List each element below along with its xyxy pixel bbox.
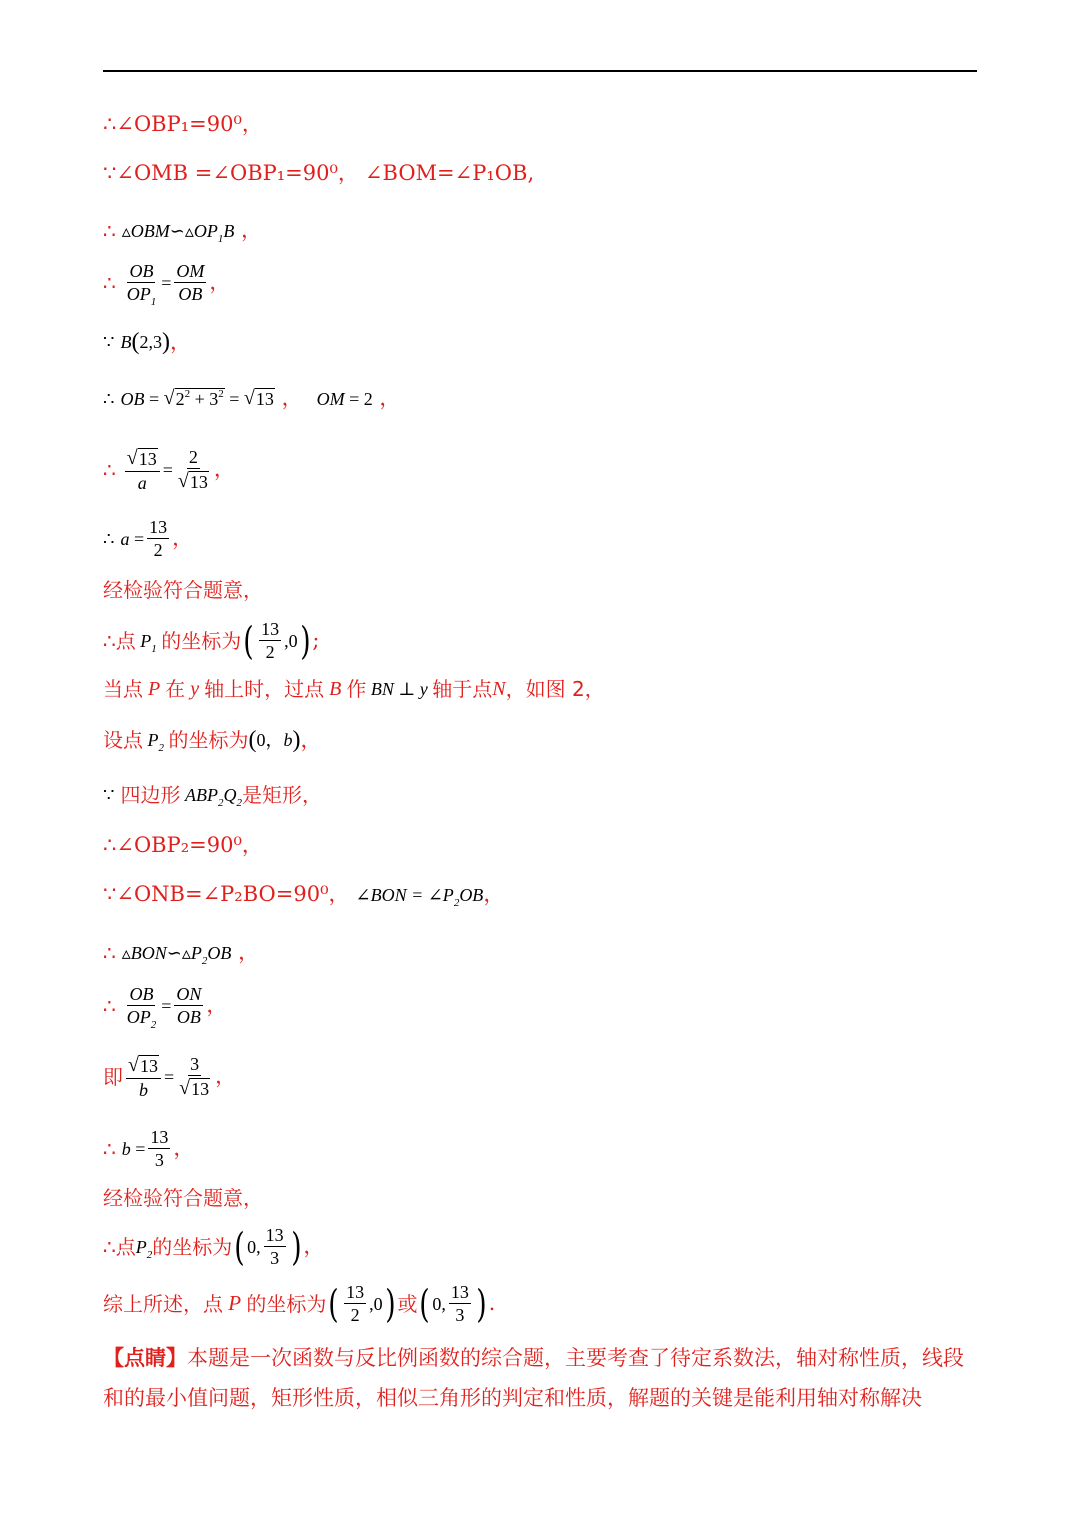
fraction: 3 √ 13 — [179, 1054, 210, 1099]
sqrt: √ $2^2 + 3^2$ — [163, 387, 224, 410]
line-set-p2: 设点 $P_2$ 的坐标为 ( 0， b ) ， — [103, 727, 322, 754]
line-check-2: 经检验符合题意， — [103, 1186, 263, 1210]
fraction: $\frac{13}{2}$ — [149, 517, 168, 560]
fraction: $\frac{13}{3}$ — [450, 1282, 469, 1325]
fraction: $\frac{13}{2}$ — [346, 1282, 365, 1325]
line-p2-coord: ∴点 $P_2$ 的坐标为 ( 0, $\frac{13}{3}$ ) ， — [103, 1224, 325, 1269]
fraction: $\frac{13}{3}$ — [265, 1225, 284, 1268]
line-ratio-values-2: 即 √ 13 b = 3 √ 13 ， — [103, 1054, 237, 1100]
line-ratio-values-1: ∴ √ 13 a = 2 √ 13 ， — [103, 447, 235, 493]
line-rectangle: ∵ 四边形 $ABP_2Q_2$ 是矩形， — [103, 783, 322, 809]
line-conclusion: 综上所述，点 P 的坐标为 ( $\frac{13}{2}$ ,0 ) 或 ( 0, $\frac{13}{3}$ ) . — [103, 1281, 496, 1326]
line-because-angles — [103, 163, 534, 184]
statement-text: ∵∠OMB =∠OBP₁=90⁰， — [103, 161, 359, 185]
formula: $▵OBM∽▵OP_1B$ — [121, 220, 235, 245]
fraction: $\frac{OB}{OP_1}$ — [126, 261, 157, 308]
fraction: √ 13 b — [126, 1055, 161, 1099]
statement-text: ∠BOM=∠P₁OB, — [364, 161, 535, 185]
fraction: $\frac{13}{2}$ — [261, 619, 280, 662]
line-angle-obp2: ∴∠OBP₂=90⁰， — [103, 833, 263, 857]
remark-tag: 【点睛】 — [103, 1346, 187, 1370]
remark-paragraph — [103, 1338, 977, 1418]
line-a-value: ∴ a = $\frac{13}{2}$ ， — [103, 517, 194, 560]
fraction: $\frac{13}{3}$ — [150, 1127, 169, 1170]
fraction: $\frac{OM}{OB}$ — [176, 261, 205, 304]
line-similar-triangles-2: ∴ $▵BON∽▵P_2OB$ ， — [103, 940, 260, 967]
statement-text: ∴∠OBP₁=90⁰， — [103, 112, 263, 136]
line-angle-obp1 — [103, 114, 263, 135]
line-case-y-axis: 当点 P 在 y 轴上时，过点 B 作 BN ⊥ y 轴于点 N ，如图 2， — [103, 677, 605, 701]
line-ratio-2: ∴ $\frac{OB}{OP_2}$ = $\frac{ON}{OB}$ ， — [103, 984, 228, 1031]
line-p1-coord: ∴点 $P_1$ 的坐标为 ( $\frac{13}{2}$ ,0 ) ; — [103, 618, 320, 663]
fraction: 2 √ 13 — [177, 447, 208, 492]
remark-text: 本题是一次函数与反比例函数的综合题，主要考查了待定系数法，轴对称性质，线段和的最小值问题，矩形性质，相似三角形的判定和性质，解题的关键是能利用轴对称解决 — [103, 1346, 964, 1410]
line-ratio-1: ∴ $\frac{OB}{OP_1}$ = $\frac{OM}{OB}$ ， — [103, 261, 231, 308]
fraction: $\frac{OB}{OP_2}$ — [126, 984, 157, 1031]
line-similar-triangles-1: ∴ $▵OBM∽▵OP_1B$ ， — [103, 218, 263, 245]
line-point-b: ∵ B ( 2,3 ) ， — [103, 329, 191, 355]
header-rule — [103, 70, 977, 72]
line-check: 经检验符合题意， — [103, 578, 263, 602]
fraction: $\frac{ON}{OB}$ — [176, 984, 202, 1027]
line-because-angles-2: ∵∠ONB=∠P₂BO=90⁰， ∠BON = $\angle P_2OB$ ， — [103, 882, 505, 909]
line-b-value: ∴ b = $\frac{13}{3}$ ， — [103, 1127, 195, 1170]
sqrt: √ 13 — [243, 387, 274, 410]
fraction: √ 13 a — [125, 448, 160, 492]
line-ob-length: ∴ OB = √ $2^2 + 3^2$ = √ 13 ， OM = 2 ， — [103, 386, 401, 410]
